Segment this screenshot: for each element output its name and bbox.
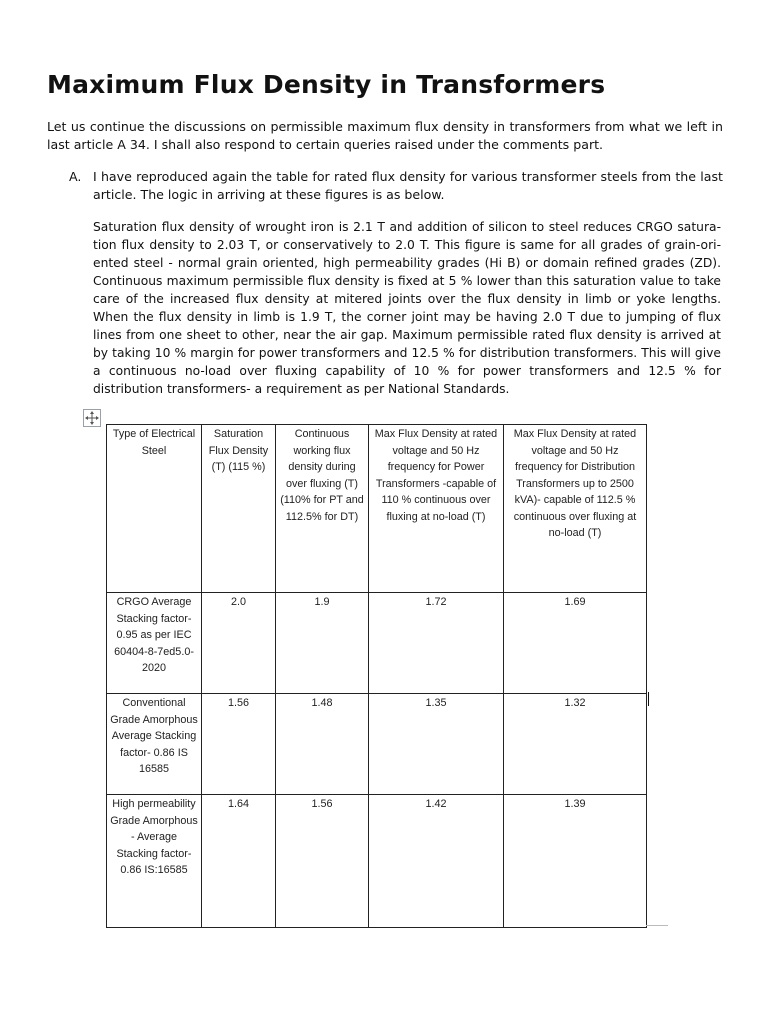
table-move-handle[interactable] — [83, 409, 101, 427]
table-end-rule — [646, 925, 668, 926]
header-saturation-flux: Saturation Flux Density (T) (115 %) — [202, 425, 276, 593]
cell-max-power: 1.42 — [369, 795, 504, 928]
cell-max-distribution: 1.39 — [504, 795, 647, 928]
table-row — [107, 694, 647, 795]
cell-max-distribution: 1.69 — [504, 593, 647, 694]
table-row — [107, 795, 647, 928]
header-steel-type: Type of Electrical Steel — [107, 425, 202, 593]
cell-continuous: 1.48 — [276, 694, 369, 795]
header-max-flux-distribution: Max Flux Density at rated voltage and 50 Hz frequency for Distribution Transformers up to 2500 kVA)- capable of 112.5 % continuous over fluxing at no-load (T) — [504, 425, 647, 593]
cell-saturation: 2.0 — [202, 593, 276, 694]
flux-density-table — [106, 424, 647, 928]
cell-max-distribution: 1.32 — [504, 694, 647, 795]
table-row — [107, 593, 647, 694]
text-cursor — [648, 692, 649, 706]
cell-steel-type: High permeability Grade Amorphous - Average Stacking factor- 0.86 IS:16585 — [107, 795, 202, 928]
page-title: Maximum Flux Density in Transformers — [47, 70, 606, 99]
cell-max-power: 1.35 — [369, 694, 504, 795]
cell-saturation: 1.64 — [202, 795, 276, 928]
cell-continuous: 1.56 — [276, 795, 369, 928]
move-arrows-icon — [85, 411, 99, 425]
header-continuous-flux: Continuous working flux density during over fluxing (T) (110% for PT and 112.5% for DT) — [276, 425, 369, 593]
list-marker-a: A. — [69, 169, 82, 184]
header-max-flux-power: Max Flux Density at rated voltage and 50 Hz frequency for Power Transformers -capable of 110 % continuous over fluxing at no-load (T) — [369, 425, 504, 593]
intro-paragraph: Let us continue the discussions on permissible maximum flux density in transformers from what we left in last article A 34. I shall also respond to certain queries raised under the comments part. — [47, 119, 723, 152]
list-item-a-text: I have reproduced again the table for rated flux density for various transformer steels from the last article. The logic in arriving at these figures is as below. — [93, 169, 723, 202]
cell-max-power: 1.72 — [369, 593, 504, 694]
saturation-explanation-paragraph: Saturation flux density of wrought iron is 2.1 T and addition of silicon to steel reduces CRGO satura tion flux density to 2.03 T, or conservatively to 2.0 T. This figure is same for all grades of grain-ori ented steel - normal grain oriented, high permeability grades (Hi B) or domain refined grades (ZD). Continuous maximum permissible flux density is fixed at 5 % lower than this saturation value to take care of the increased flux density at mitered joints over the flux density in limb or yoke lengths. When the flux density in limb is 1.9 T, the corner joint may be having 2.0 T due to jumping of flux lines from one sheet to other, near the air gap. Maximum permissible rated flux density is arrived at by taking 10 % margin for power transformers and 12.5 % for distribution transformers. This will give a continuous no-load over fluxing capability of 10 % for power transformers and 12.5 % for distribution transformers- a requirement as per National Standards. — [93, 220, 721, 396]
cell-steel-type: CRGO Average Stacking factor- 0.95 as per IEC 60404-8-7ed5.0-2020 — [107, 593, 202, 694]
cell-saturation: 1.56 — [202, 694, 276, 795]
cell-steel-type: Conventional Grade Amorphous Average Stacking factor- 0.86 IS 16585 — [107, 694, 202, 795]
cell-continuous: 1.9 — [276, 593, 369, 694]
table-header-row — [107, 425, 647, 593]
